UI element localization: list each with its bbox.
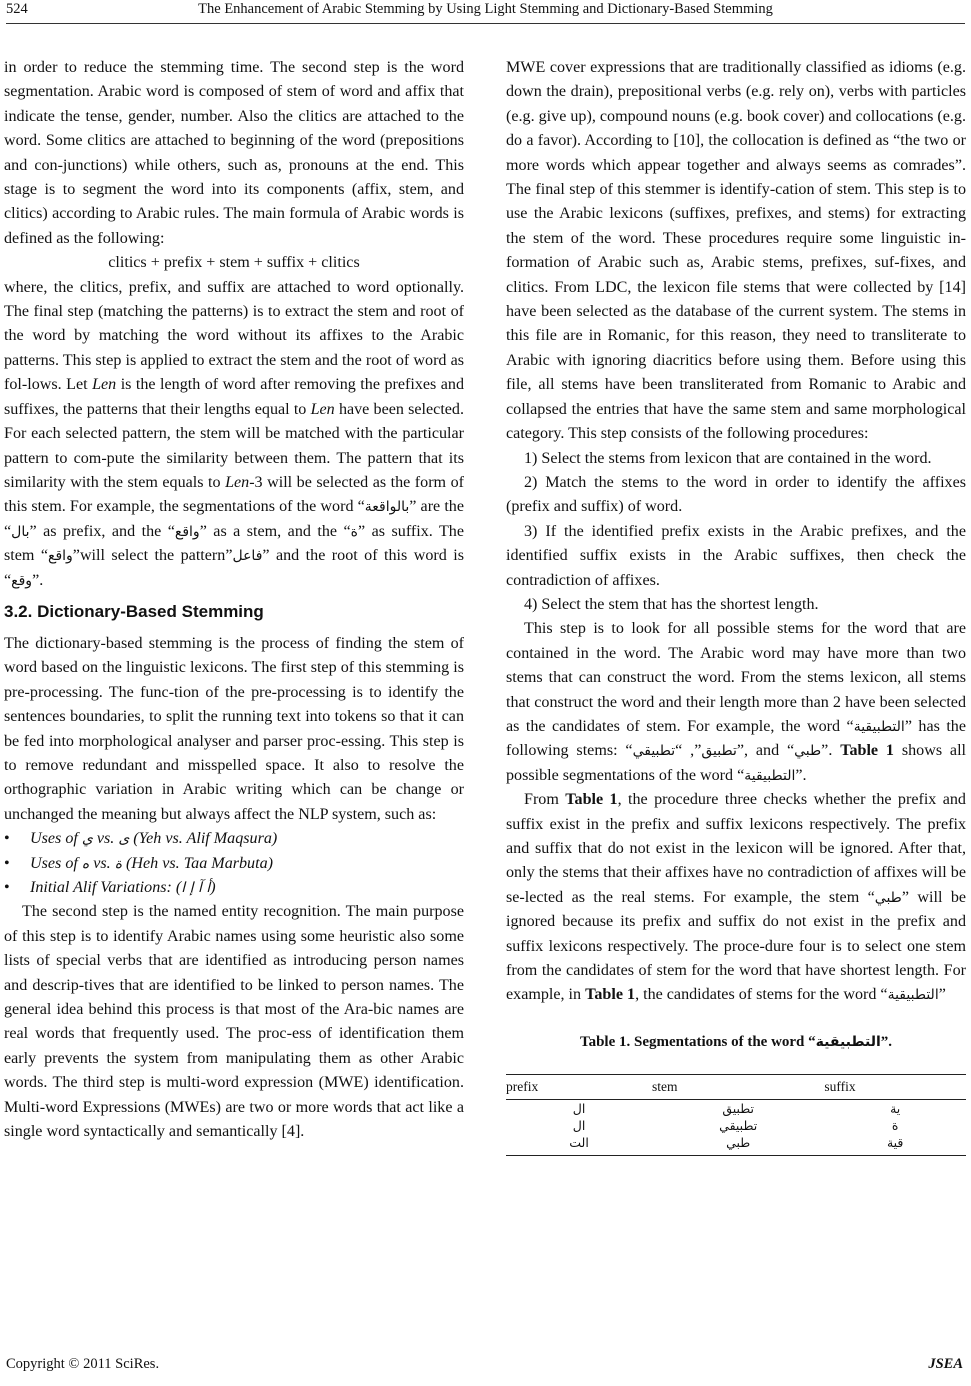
table-row [506,1100,966,1118]
journal-name: JSEA [928,1356,963,1372]
procedure-item: 1) Select the stems from lexicon that are contained in the word. [524,449,932,467]
copyright: Copyright © 2011 SciRes. [6,1356,160,1372]
column-header: prefix [506,1075,652,1100]
table-caption: Table 1. Segmentations of the word “التطبيقية”. [579,1033,893,1050]
running-title: The Enhancement of Arabic Stemming by Using Light Stemming and Dictionary-Based Stemming [198,1,773,17]
bullet-icon: • [4,854,10,872]
list-item: • Initial Alif Variations: (أ آ إ ا) [4,876,464,900]
table-cell: ية [890,1101,901,1117]
column-header: stem [652,1075,824,1100]
table-reference: Table 1 [565,791,618,809]
arabic-term: بال [11,523,30,540]
table-header-row [506,1075,966,1100]
table-cell: طبي [652,1134,824,1156]
arabic-term: واقع [48,548,73,565]
arabic-term: بالواقعة [364,499,410,516]
len-variable: Len [92,376,117,394]
arabic-term: طبي [874,889,902,906]
paragraph: This step is to look for all possible stems for the word that are contained in the word. The Arabic word may have more than two stems that can construct the word. From the stems lexicon, all stems that construct the word and their length more than 2 have been selected as the candidates of stem. For example, the word “التطبيقية” has the following stems: “ تطبيق”, “تطبيقي ”, and “طبي”. Table 1 shows all possible segmentations of the word “التطبيقية”. [506,620,967,784]
procedure-item: 4) Select the stem that has the shortest length. [524,595,819,613]
table-cell: ال [572,1118,586,1134]
table-cell: قية [824,1134,966,1156]
table-cell: ة [891,1118,899,1134]
table-cell: تطبيق [722,1101,755,1117]
paragraph: MWE cover expressions that are traditionally classified as idioms (e.g. down the drain), prepositional verbs (e.g. rely on), verbs with particles (e.g. give up), compound nouns (e.g. book cover) and collocations (e.g. do a favor). According to [10], the collocation is defined as “the two or more words which appear together and always seems as comrades”. The final step of this stemmer is identify-cation of stem. This step is to use the Arabic lexicons (suffixes, prefixes, and stems) for extracting the stem of the word. These procedures require some linguistic in-formation of Arabic such as, Arabic stems, prefixes, suf-fixes, and clitics. From LDC, the lexicon file stems that were collected by [14] have been selected as the database of the current system. The stems in this file are in Romanic, for this reason, they need to transliterate to Arabic with ignoring diacritics before using them. Before using this file, all stems have been transliterated from Romanic to Arabic and collapsed the entries that have the same stem and same morphological category. This step consists of the following procedures: [506,59,966,443]
section-heading: 3.2. Dictionary-Based Stemming [4,601,264,621]
procedure-item: 2) Match the stems to the word in order to identify the affixes (prefix and suffix) of word. [506,473,966,516]
paragraph: in order to reduce the stemming time. The second step is the word segmentation. Arabic word is composed of stem of word and affix that indicate the tense, gender, number. Also the clitics are attached to the word. Some clitics are attached to beginning of the word (prepositions and con-junctions) while others, such as, pronouns at the end. This stage is to segment the word into its components (affix, stem, and clitics) according to Arabic rules. The main formula of Arabic words is defined as the following: [4,59,464,247]
table-row [506,1134,966,1156]
arabic-term: ة [350,523,359,540]
page-number: 524 [6,1,28,17]
bullet-list [4,827,464,900]
list-item: • Uses of ي vs. ى (Yeh vs. Alif Maqsura) [4,827,464,851]
paragraph: From Table 1, the procedure three checks whether the prefix and suffix exist in the prefix and suffix lexicons respectively. The prefix and suffix that do not exist in the lexicon will be ignored. After that, only the stems that their affixes have no contradiction of affixes will be se-lected as the real stems. For example, the stem “طبي” will be ignored because its prefix and suffix do not exist in the prefix and suffix lexicons respectively. The proce-dure four is to select one stem from the candidates of stem for the word that have shortest length. For example, in Table 1, the candidates of stems for the word “التطبيقية” [506,791,967,1004]
table-cell: تطبيقي [719,1118,758,1134]
table-row [506,1117,966,1134]
right-column [506,56,966,1156]
paragraph: The second step is the named entity recognition. The main purpose of this step is to identify Arabic names using some heuristic also some lists of special verbs that are identified as introducing person names and descrip-tives that are identified to be linked to person names. The general idea behind this process is that most of the Ara-bic names are real words that frequently used. The proc-ess of identification them early prevents the system from manipulating them as other Arabic words. The third step is multi-word expression (MWE) identification. Multi-word Expressions (MWEs) are two or more words that act like a single word syntactically and semantically [4]. [4,903,464,1141]
formula: clitics + prefix + stem + suffix + clitics [108,254,360,272]
header-rule [6,23,965,24]
arabic-term: طبي [794,743,822,760]
arabic-term: واقع [174,523,200,540]
arabic-term: التطبيقية [853,718,905,735]
table-reference: Table 1 [840,742,894,760]
arabic-term: وقع [11,572,33,589]
paragraph: where, the clitics, prefix, and suffix are attached to word optionally. The final step (matching the patterns) is to extract the stem and root of the word by matching the word without its affixes to the Arabic patterns. This step is applied to extract the stem and the root of word as fol-lows. Let Len is the length of word after removing the prefixes and suffixes, the patterns that their lengths equal to Len have been selected. For each selected pattern, the stem will be matched with the particular pattern to com-pute the similarity between them. The pattern that its similarity with the stem equals to Len-3 will be selected as the form of this stem. For example, the segmentations of the word “بالواقعة” are the “بال” as prefix, and the “واقع” as a stem, and the “ة” as suffix. The stem “واقع”will select the pattern”فاعل” and the root of this word is “وقع”. [4,278,465,589]
arabic-term: تطبيق [701,743,737,760]
list-item: • Uses of ه vs. ة (Heh vs. Taa Marbuta) [4,852,464,876]
procedure-item: 3) If the identified prefix exists in the Arabic prefixes, and the identified suffix exists in the Arabic suffixes, then check the contradiction of affixes. [506,522,966,589]
arabic-term: التطبيقية [744,767,796,784]
table-cell: الت [506,1134,652,1156]
arabic-term: فاعل [232,548,263,565]
page-header [6,0,965,22]
column-header: suffix [824,1075,966,1100]
table-cell: ال [572,1101,586,1117]
segmentation-table [506,1074,966,1156]
table-reference: Table 1 [585,986,636,1004]
paragraph: The dictionary-based stemming is the process of finding the stem of word based on the linguistic lexicons. The first step of this stemming is pre-processing. The func-tion of the pre-processing is to identify the sentences boundaries, to split the running text into tokens so that it can be fed into morphological analyser and parser proc-essing. This step is to remove redundant and misspelled space. It also to resolve the orthographic variation in Arabic writing which can be change or unchanged the meaning but always affect the NLP system, such as: [4,634,464,823]
arabic-term: التطبيقية [887,987,939,1004]
bullet-icon: • [4,879,10,896]
arabic-term: تطبيقي [632,743,676,760]
bullet-icon: • [4,830,10,848]
left-column [4,56,464,1144]
